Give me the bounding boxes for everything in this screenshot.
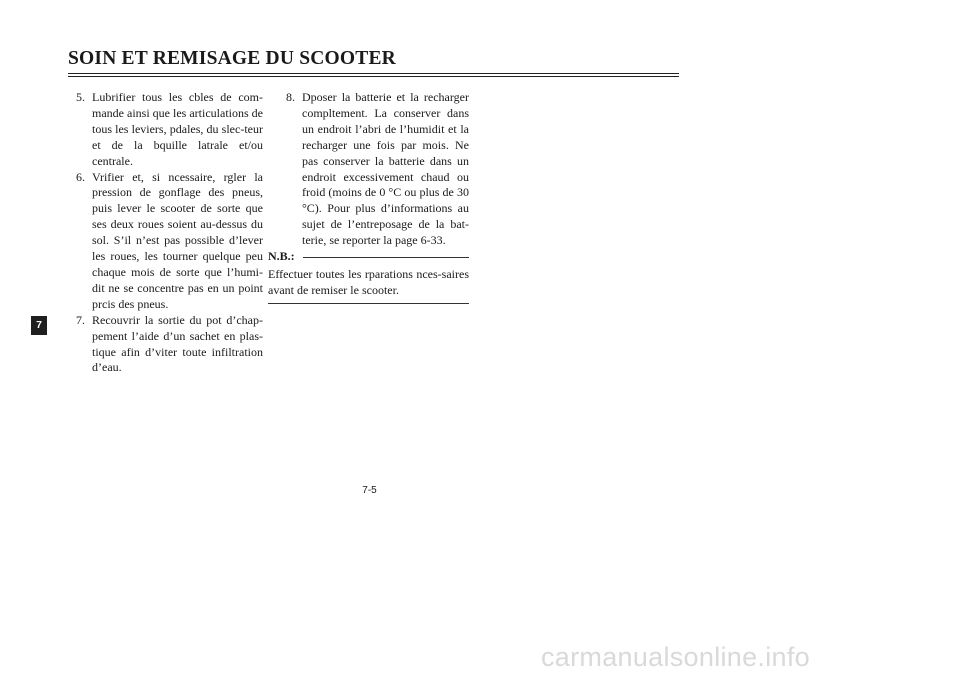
list-item [76, 313, 263, 377]
right-column [286, 90, 469, 249]
note-divider [303, 257, 469, 258]
left-column [76, 90, 263, 376]
item-text: Recouvrir la sortie du pot d’chap-pement l’aide d’un sachet en plas-tique afin d’viter toute infiltration d’eau. [92, 312, 263, 375]
note-bottom-rule [268, 303, 469, 304]
item-number: 6. [76, 169, 85, 184]
item-text: Lubrifier tous les cbles de com-mande ainsi que les articulations de tous les leviers, pdales, du slec-teur et de la bquille latrale et/ou centrale. [92, 90, 263, 168]
header-rule-top [68, 73, 679, 74]
header-rule-bottom [68, 76, 679, 77]
item-text: Dposer la batterie et la recharger compltement. La conserver dans un endroit l’abri de l’humidit et la recharger une fois par mois. Ne pas conserver la batterie dans un endroit excessivement chaud ou froid (moins de 0 °C ou plus de 30 °C). Pour plus d’informations au sujet de l’entreposage de la bat-terie, se reporter la page 6-33. [302, 90, 469, 248]
watermark: carmanualsonline.info [541, 642, 810, 672]
list-item [76, 170, 263, 313]
item-number: 5. [76, 90, 85, 104]
list-item [76, 90, 263, 170]
note-label: N.B.: [268, 249, 295, 263]
chapter-tab: 7 [31, 316, 47, 335]
note-box [268, 249, 469, 304]
list-item [286, 90, 469, 249]
item-text: Vrifier et, si ncessaire, rgler la pression de gonflage des pneus, puis lever le scooter de sorte que ses deux roues soient au-dessus du sol. S’il n’est pas possible d’lever les roues, les tourner quelque peu chaque mois de sorte que l’humi-dit ne se concentre pas en un point prcis des pneus. [92, 169, 263, 311]
item-number: 7. [76, 312, 85, 327]
page-title: SOIN ET REMISAGE DU SCOOTER [68, 48, 396, 69]
note-header [268, 249, 469, 265]
note-text: Effectuer toutes les rparations nces-saires avant de remiser le scooter. [268, 266, 469, 297]
page-number: 7-5 [362, 485, 377, 496]
item-number: 8. [286, 90, 295, 104]
